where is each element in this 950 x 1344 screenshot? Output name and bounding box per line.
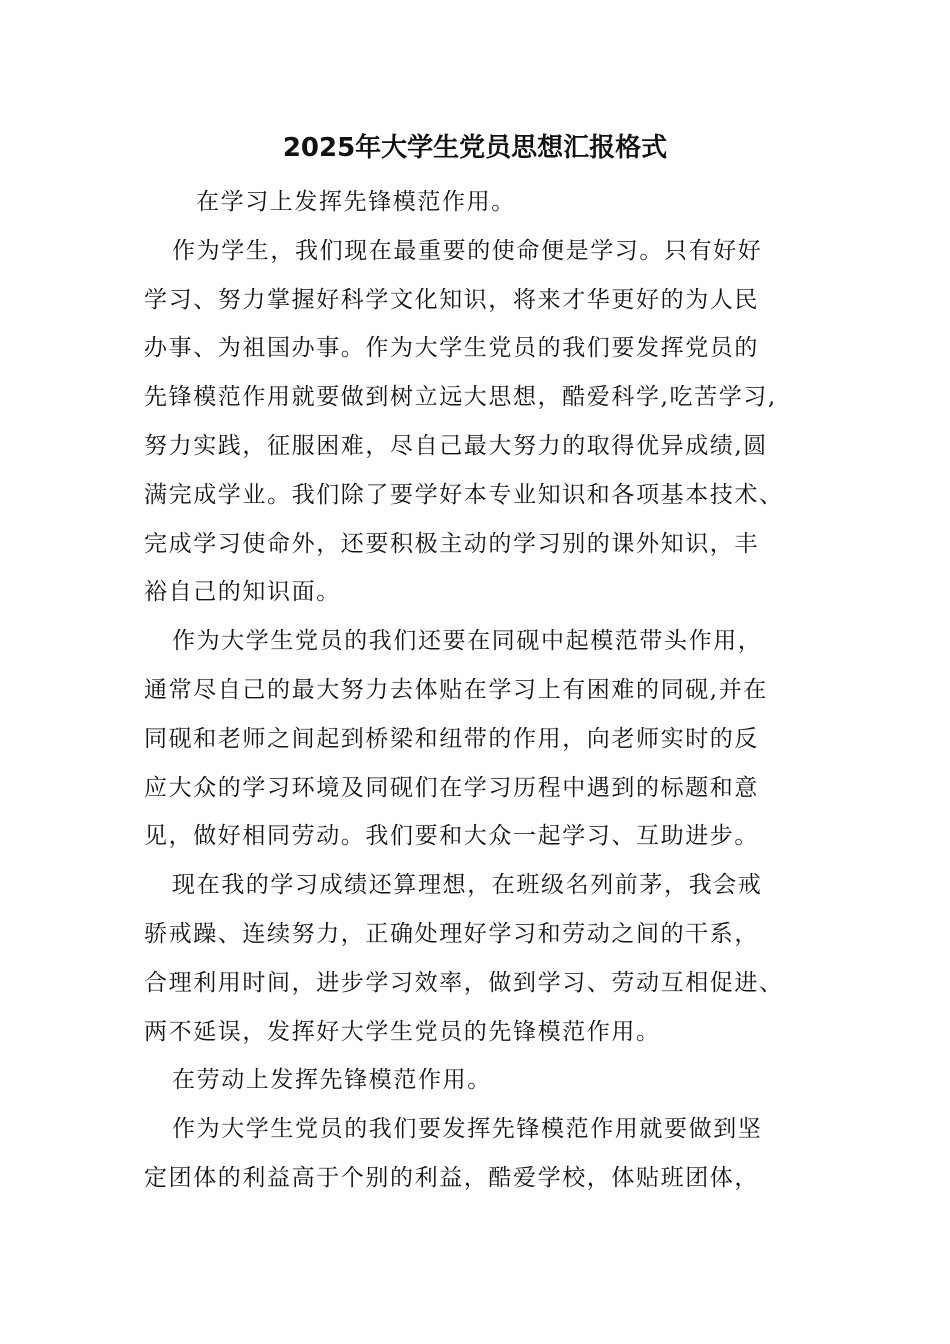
text-line: 现在我的学习成绩还算理想，在班级名列前茅，我会戒	[172, 872, 763, 899]
text-line: 通常尽自己的最大努力去体贴在学习上有困难的同砚,并在	[144, 676, 768, 703]
document-body	[144, 178, 814, 1203]
paragraph-heading-study: 在学习上发挥先锋模范作用。	[196, 189, 516, 215]
text-line: 同砚和老师之间起到桥梁和纽带的作用，向老师实时的反	[144, 725, 759, 752]
document-title: 2025年大学生党员思想汇报格式	[282, 133, 668, 163]
text-line: 满完成学业。我们除了要学好本专业知识和各项基本技术、	[144, 481, 784, 508]
text-line: 骄戒躁、连续努力，正确处理好学习和劳动之间的干系，	[144, 920, 759, 947]
text-line: 办事、为祖国办事。作为大学生党员的我们要发挥党员的	[144, 335, 759, 362]
text-line: 两不延误，发挥好大学生党员的先锋模范作用。	[144, 1018, 661, 1045]
text-line: 应大众的学习环境及同砚们在学习历程中遇到的标题和意	[144, 774, 759, 801]
text-line: 努力实践，征服困难，尽自己最大努力的取得优异成绩,圆	[144, 432, 768, 459]
text-line: 裕自己的知识面。	[144, 579, 341, 606]
text-line: 合理利用时间，进步学习效率，做到学习、劳动互相促进、	[144, 969, 784, 996]
text-line: 见，做好相同劳动。我们要和大众一起学习、互助进步。	[144, 823, 759, 850]
text-line: 作为大学生党员的我们要发挥先锋模范作用就要做到坚	[172, 1116, 763, 1143]
text-line: 完成学习使命外，还要积极主动的学习别的课外知识，丰	[144, 530, 759, 557]
paragraph-heading-work: 在劳动上发挥先锋模范作用。	[172, 1067, 492, 1094]
text-line: 定团体的利益高于个别的利益，酷爱学校，体贴班团体，	[144, 1164, 759, 1191]
text-line: 学习、努力掌握好科学文化知识，将来才华更好的为人民	[144, 286, 759, 313]
text-line: 作为大学生党员的我们还要在同砚中起模范带头作用，	[172, 628, 763, 655]
text-line: 作为学生，我们现在最重要的使命便是学习。只有好好	[172, 237, 763, 264]
text-line: 先锋模范作用就要做到树立远大思想，酷爱科学,吃苦学习,	[144, 384, 777, 411]
